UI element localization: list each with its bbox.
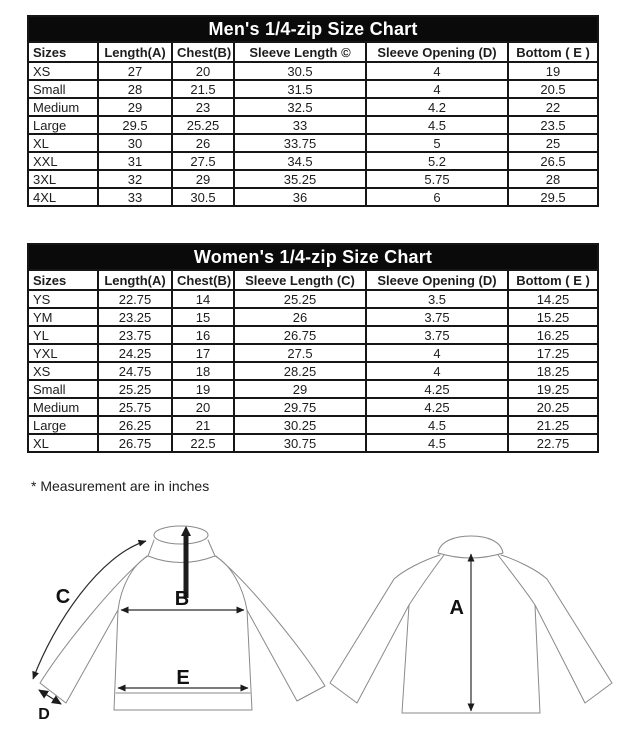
womens-cell-8-2: 22.5 (172, 434, 234, 452)
mens-cell-5-3: 34.5 (234, 152, 366, 170)
womens-cell-5-2: 19 (172, 380, 234, 398)
mens-cell-0-1: 27 (98, 62, 172, 80)
womens-cell-6-2: 20 (172, 398, 234, 416)
mens-col-header-5: Bottom ( E ) (508, 42, 598, 62)
womens-cell-6-3: 29.75 (234, 398, 366, 416)
front-body (114, 610, 252, 710)
womens-col-header-5: Bottom ( E ) (508, 270, 598, 290)
womens-cell-2-2: 16 (172, 326, 234, 344)
mens-size-table (27, 15, 599, 207)
womens-cell-1-5: 15.25 (508, 308, 598, 326)
mens-row-5 (28, 152, 598, 170)
womens-cell-3-5: 17.25 (508, 344, 598, 362)
womens-size-table (27, 243, 599, 453)
mens-title-row (28, 16, 598, 42)
womens-table-title: Women's 1/4-zip Size Chart (28, 244, 598, 270)
mens-row-4 (28, 134, 598, 152)
womens-cell-4-4: 4 (366, 362, 508, 380)
womens-cell-5-0: Small (28, 380, 98, 398)
mens-cell-0-5: 19 (508, 62, 598, 80)
label-bottom: E (176, 667, 190, 689)
womens-cell-6-5: 20.25 (508, 398, 598, 416)
womens-cell-2-5: 16.25 (508, 326, 598, 344)
womens-cell-6-0: Medium (28, 398, 98, 416)
womens-cell-2-3: 26.75 (234, 326, 366, 344)
womens-cell-1-3: 26 (234, 308, 366, 326)
mens-cell-1-1: 28 (98, 80, 172, 98)
womens-cell-5-3: 29 (234, 380, 366, 398)
womens-row-1 (28, 308, 598, 326)
womens-row-2 (28, 326, 598, 344)
mens-cell-4-2: 26 (172, 134, 234, 152)
womens-cell-7-4: 4.5 (366, 416, 508, 434)
back-right-sleeve (501, 555, 612, 703)
mens-row-0 (28, 62, 598, 80)
womens-cell-3-4: 4 (366, 344, 508, 362)
mens-row-7 (28, 188, 598, 206)
womens-cell-7-5: 21.25 (508, 416, 598, 434)
womens-cell-0-0: YS (28, 290, 98, 308)
mens-row-3 (28, 116, 598, 134)
mens-cell-5-4: 5.2 (366, 152, 508, 170)
back-raglan-seams (409, 555, 535, 605)
womens-cell-1-0: YM (28, 308, 98, 326)
mens-row-1 (28, 80, 598, 98)
womens-cell-8-3: 30.75 (234, 434, 366, 452)
womens-row-0 (28, 290, 598, 308)
womens-cell-5-4: 4.25 (366, 380, 508, 398)
mens-cell-2-1: 29 (98, 98, 172, 116)
womens-cell-8-5: 22.75 (508, 434, 598, 452)
womens-cell-4-1: 24.75 (98, 362, 172, 380)
mens-cell-5-2: 27.5 (172, 152, 234, 170)
mens-cell-2-4: 4.2 (366, 98, 508, 116)
mens-cell-7-2: 30.5 (172, 188, 234, 206)
womens-title-row (28, 244, 598, 270)
womens-cell-3-0: YXL (28, 344, 98, 362)
mens-col-header-4: Sleeve Opening (D) (366, 42, 508, 62)
womens-cell-6-1: 25.75 (98, 398, 172, 416)
mens-cell-0-3: 30.5 (234, 62, 366, 80)
jacket-front-view (33, 526, 325, 723)
womens-header-row (28, 270, 598, 290)
mens-cell-3-3: 33 (234, 116, 366, 134)
mens-cell-2-0: Medium (28, 98, 98, 116)
mens-cell-6-1: 32 (98, 170, 172, 188)
womens-cell-7-3: 30.25 (234, 416, 366, 434)
mens-cell-3-0: Large (28, 116, 98, 134)
womens-cell-3-1: 24.25 (98, 344, 172, 362)
womens-cell-4-2: 18 (172, 362, 234, 380)
mens-cell-4-0: XL (28, 134, 98, 152)
measurement-note: * Measurement are in inches (31, 478, 210, 494)
womens-cell-0-3: 25.25 (234, 290, 366, 308)
mens-cell-2-3: 32.5 (234, 98, 366, 116)
mens-cell-3-1: 29.5 (98, 116, 172, 134)
womens-row-7 (28, 416, 598, 434)
mens-cell-4-3: 33.75 (234, 134, 366, 152)
front-collar-opening (154, 526, 208, 544)
mens-cell-0-0: XS (28, 62, 98, 80)
mens-cell-7-4: 6 (366, 188, 508, 206)
womens-cell-3-3: 27.5 (234, 344, 366, 362)
mens-cell-6-0: 3XL (28, 170, 98, 188)
womens-cell-5-5: 19.25 (508, 380, 598, 398)
mens-cell-6-2: 29 (172, 170, 234, 188)
womens-cell-3-2: 17 (172, 344, 234, 362)
womens-col-header-0: Sizes (28, 270, 98, 290)
mens-cell-0-2: 20 (172, 62, 234, 80)
womens-cell-1-1: 23.25 (98, 308, 172, 326)
womens-cell-6-4: 4.25 (366, 398, 508, 416)
womens-col-header-2: Chest(B) (172, 270, 234, 290)
womens-cell-0-5: 14.25 (508, 290, 598, 308)
mens-cell-2-5: 22 (508, 98, 598, 116)
womens-cell-2-0: YL (28, 326, 98, 344)
womens-row-8 (28, 434, 598, 452)
mens-row-2 (28, 98, 598, 116)
label-sleeve-opening: D (38, 706, 50, 723)
label-sleeve-length: C (55, 586, 71, 608)
mens-cell-5-0: XXL (28, 152, 98, 170)
womens-col-header-1: Length(A) (98, 270, 172, 290)
mens-cell-1-3: 31.5 (234, 80, 366, 98)
jacket-measurement-diagram (0, 513, 625, 730)
mens-col-header-1: Length(A) (98, 42, 172, 62)
mens-cell-1-4: 4 (366, 80, 508, 98)
mens-cell-6-4: 5.75 (366, 170, 508, 188)
mens-cell-6-3: 35.25 (234, 170, 366, 188)
label-chest: B (174, 588, 190, 610)
mens-cell-3-4: 4.5 (366, 116, 508, 134)
mens-col-header-2: Chest(B) (172, 42, 234, 62)
mens-cell-3-2: 25.25 (172, 116, 234, 134)
womens-row-4 (28, 362, 598, 380)
womens-cell-2-4: 3.75 (366, 326, 508, 344)
womens-cell-5-1: 25.25 (98, 380, 172, 398)
mens-cell-4-1: 30 (98, 134, 172, 152)
mens-cell-1-2: 21.5 (172, 80, 234, 98)
mens-cell-7-1: 33 (98, 188, 172, 206)
womens-cell-8-4: 4.5 (366, 434, 508, 452)
womens-cell-8-1: 26.75 (98, 434, 172, 452)
womens-row-5 (28, 380, 598, 398)
womens-cell-7-2: 21 (172, 416, 234, 434)
front-collar-band (148, 540, 215, 563)
womens-cell-8-0: XL (28, 434, 98, 452)
back-left-sleeve (330, 555, 440, 703)
womens-col-header-4: Sleeve Opening (D) (366, 270, 508, 290)
womens-cell-4-5: 18.25 (508, 362, 598, 380)
mens-cell-0-4: 4 (366, 62, 508, 80)
womens-row-3 (28, 344, 598, 362)
womens-cell-4-3: 28.25 (234, 362, 366, 380)
mens-cell-5-5: 26.5 (508, 152, 598, 170)
mens-cell-4-4: 5 (366, 134, 508, 152)
womens-col-header-3: Sleeve Length (C) (234, 270, 366, 290)
mens-cell-1-0: Small (28, 80, 98, 98)
womens-cell-1-2: 15 (172, 308, 234, 326)
mens-cell-6-5: 28 (508, 170, 598, 188)
mens-cell-7-0: 4XL (28, 188, 98, 206)
front-right-sleeve (216, 556, 325, 701)
mens-cell-5-1: 31 (98, 152, 172, 170)
womens-cell-2-1: 23.75 (98, 326, 172, 344)
mens-cell-7-3: 36 (234, 188, 366, 206)
womens-row-6 (28, 398, 598, 416)
mens-header-row (28, 42, 598, 62)
womens-cell-0-4: 3.5 (366, 290, 508, 308)
mens-table-title: Men's 1/4-zip Size Chart (28, 16, 598, 42)
mens-col-header-0: Sizes (28, 42, 98, 62)
label-length: A (449, 597, 464, 619)
womens-cell-7-1: 26.25 (98, 416, 172, 434)
mens-col-header-3: Sleeve Length © (234, 42, 366, 62)
womens-cell-1-4: 3.75 (366, 308, 508, 326)
mens-cell-7-5: 29.5 (508, 188, 598, 206)
womens-cell-0-2: 14 (172, 290, 234, 308)
womens-cell-7-0: Large (28, 416, 98, 434)
mens-cell-4-5: 25 (508, 134, 598, 152)
mens-cell-3-5: 23.5 (508, 116, 598, 134)
zipper-pull-arrow (181, 526, 191, 536)
mens-cell-2-2: 23 (172, 98, 234, 116)
womens-cell-0-1: 22.75 (98, 290, 172, 308)
mens-row-6 (28, 170, 598, 188)
womens-cell-4-0: XS (28, 362, 98, 380)
jacket-back-view (330, 536, 612, 713)
mens-cell-1-5: 20.5 (508, 80, 598, 98)
